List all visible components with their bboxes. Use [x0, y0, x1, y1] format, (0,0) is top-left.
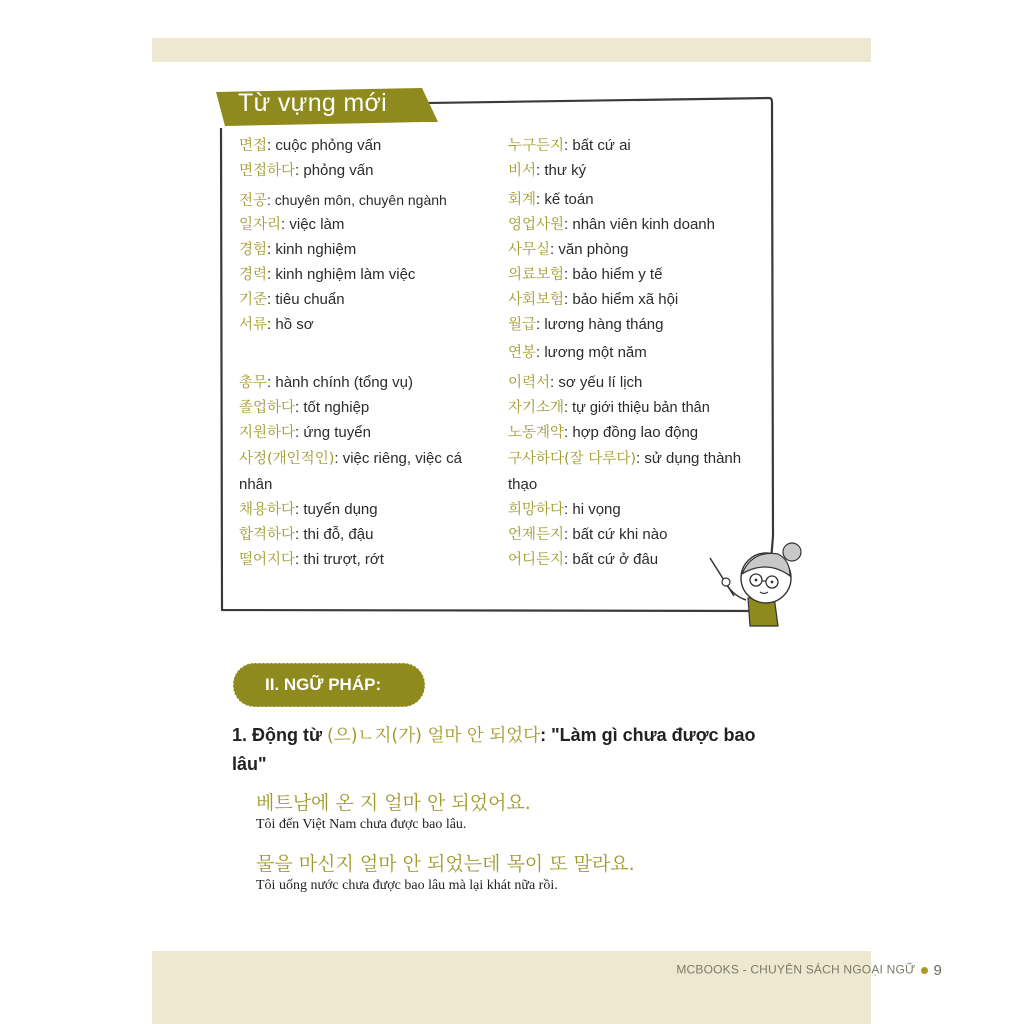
vocab-entry [508, 190, 594, 210]
vocab-entry [239, 161, 373, 181]
korean-term: 전공 [239, 193, 268, 209]
meaning: : kinh nghiệm [267, 241, 357, 258]
vocab-entry [239, 240, 356, 260]
meaning: : tốt nghiệp [295, 399, 370, 416]
grammar-section-label: II. NGỮ PHÁP: [265, 675, 382, 694]
meaning: : hồ sơ [267, 316, 314, 333]
korean-term: 경험 [239, 242, 268, 258]
meaning: : nhân viên kinh doanh [564, 216, 715, 233]
meaning: : việc làm [281, 216, 345, 233]
meaning: : tiêu chuẩn [267, 291, 345, 308]
meaning: : bảo hiểm y tế [564, 266, 663, 283]
meaning: : kế toán [536, 191, 594, 208]
meaning: : hành chính (tổng vụ) [267, 374, 413, 391]
vocab-entry [239, 525, 373, 545]
meaning: : ứng tuyển [295, 424, 371, 441]
meaning: : sơ yếu lí lịch [550, 374, 643, 391]
vocab-entry [508, 290, 678, 310]
meaning: : hợp đồng lao động [564, 424, 699, 441]
korean-term: 채용하다 [239, 502, 296, 518]
meaning: : bảo hiểm xã hội [564, 291, 679, 308]
korean-term: 떨어지다 [239, 552, 296, 568]
vocab-entry [239, 315, 314, 335]
vocab-entry [239, 215, 344, 235]
korean-term: 졸업하다 [239, 400, 296, 416]
vocab-entry [508, 500, 621, 520]
korean-term: 기준 [239, 292, 268, 308]
korean-term: 합격하다 [239, 527, 296, 543]
vocab-entry [239, 446, 499, 497]
vocab-entry [239, 136, 381, 156]
vocab-entry [508, 423, 698, 443]
meaning: : lương một năm [536, 344, 647, 361]
korean-term: 희망하다 [508, 502, 565, 518]
korean-term: 면접하다 [239, 163, 296, 179]
korean-term: 의료보험 [508, 267, 565, 283]
vocab-entry [239, 373, 413, 393]
vocab-entry [508, 550, 658, 570]
korean-term: 경력 [239, 267, 268, 283]
grammar-heading [232, 721, 792, 778]
meaning: : thư ký [536, 162, 587, 179]
korean-term: 회계 [508, 192, 537, 208]
vocab-entry [508, 373, 642, 393]
korean-term: 구사하다(잘 다루다) [508, 451, 636, 467]
teacher-illustration [704, 538, 814, 630]
korean-term: 월급 [508, 317, 537, 333]
vocab-entry [239, 398, 369, 418]
example-korean: 물을 마신지 얼마 안 되었는데 목이 또 말라요. [256, 853, 635, 875]
korean-term: 연봉 [508, 345, 537, 361]
vocab-entry [239, 423, 371, 443]
meaning: : phỏng vấn [295, 162, 374, 179]
vocab-entry [239, 190, 447, 211]
vocab-entry [239, 500, 378, 520]
meaning: : tuyển dụng [295, 501, 378, 518]
meaning: : việc riêng, việc cá nhân [239, 450, 462, 493]
meaning: : tự giới thiệu bản thân [564, 400, 710, 416]
meaning: : thi trượt, rớt [295, 551, 384, 568]
meaning: : văn phòng [550, 241, 629, 258]
korean-term: 지원하다 [239, 425, 296, 441]
vocab-entry [508, 315, 664, 335]
vocab-entry [508, 136, 631, 156]
vocab-entry [508, 161, 586, 181]
korean-term: 사무실 [508, 242, 551, 258]
page-footer [676, 962, 942, 979]
meaning: : bất cứ khi nào [564, 526, 668, 543]
grammar-pattern: (으)ㄴ지(가) 얼마 안 되었다 [327, 726, 541, 746]
korean-term: 영업사원 [508, 217, 565, 233]
vocab-entry [508, 240, 628, 260]
meaning: : cuộc phỏng vấn [267, 137, 382, 154]
example-translation: Tôi uống nước chưa được bao lâu mà lại khát nữa rồi. [256, 878, 558, 893]
meaning: : thi đỗ, đậu [295, 526, 374, 543]
example-translation: Tôi đến Việt Nam chưa được bao lâu. [256, 817, 467, 832]
vocab-entry [508, 265, 662, 285]
vocab-entry [239, 265, 415, 285]
korean-term: 노동계약 [508, 425, 565, 441]
korean-term: 누구든지 [508, 138, 565, 154]
vocab-entry [239, 290, 345, 310]
vocab-entry [508, 343, 647, 363]
vocab-entry [508, 525, 667, 545]
top-band [152, 38, 871, 62]
example-korean: 베트남에 온 지 얼마 안 되었어요. [256, 792, 531, 814]
korean-term: 이력서 [508, 375, 551, 391]
vocab-entry [508, 215, 715, 235]
korean-term: 어디든지 [508, 552, 565, 568]
meaning: : kinh nghiệm làm việc [267, 266, 416, 283]
meaning: : sử dụng thành thạo [508, 450, 742, 493]
vocab-title: Từ vựng mới [238, 89, 388, 117]
korean-term: 총무 [239, 375, 268, 391]
korean-term: 언제든지 [508, 527, 565, 543]
vocab-entry [508, 398, 710, 418]
korean-term: 사정(개인적인) [239, 451, 335, 467]
meaning: : chuyên môn, chuyên ngành [267, 192, 447, 208]
korean-term: 서류 [239, 317, 268, 333]
meaning: : bất cứ ở đâu [564, 551, 659, 568]
vocab-entry [239, 550, 384, 570]
korean-term: 면접 [239, 138, 268, 154]
meaning: : bất cứ ai [564, 137, 631, 154]
vocab-entry [508, 446, 768, 497]
grammar-heading-meaning: : "Làm gì chưa được bao lâu" [232, 725, 756, 774]
korean-term: 비서 [508, 163, 537, 179]
korean-term: 사회보험 [508, 292, 565, 308]
meaning: : hi vọng [564, 501, 621, 518]
footer-dot-icon [921, 967, 928, 974]
meaning: : lương hàng tháng [536, 316, 664, 333]
korean-term: 일자리 [239, 217, 282, 233]
grammar-heading-prefix: 1. Động từ [232, 725, 328, 745]
korean-term: 자기소개 [508, 400, 565, 416]
publisher-name: MCBOOKS - CHUYÊN SÁCH NGOẠI NGỮ [676, 962, 916, 977]
page-number: 9 [933, 962, 942, 979]
